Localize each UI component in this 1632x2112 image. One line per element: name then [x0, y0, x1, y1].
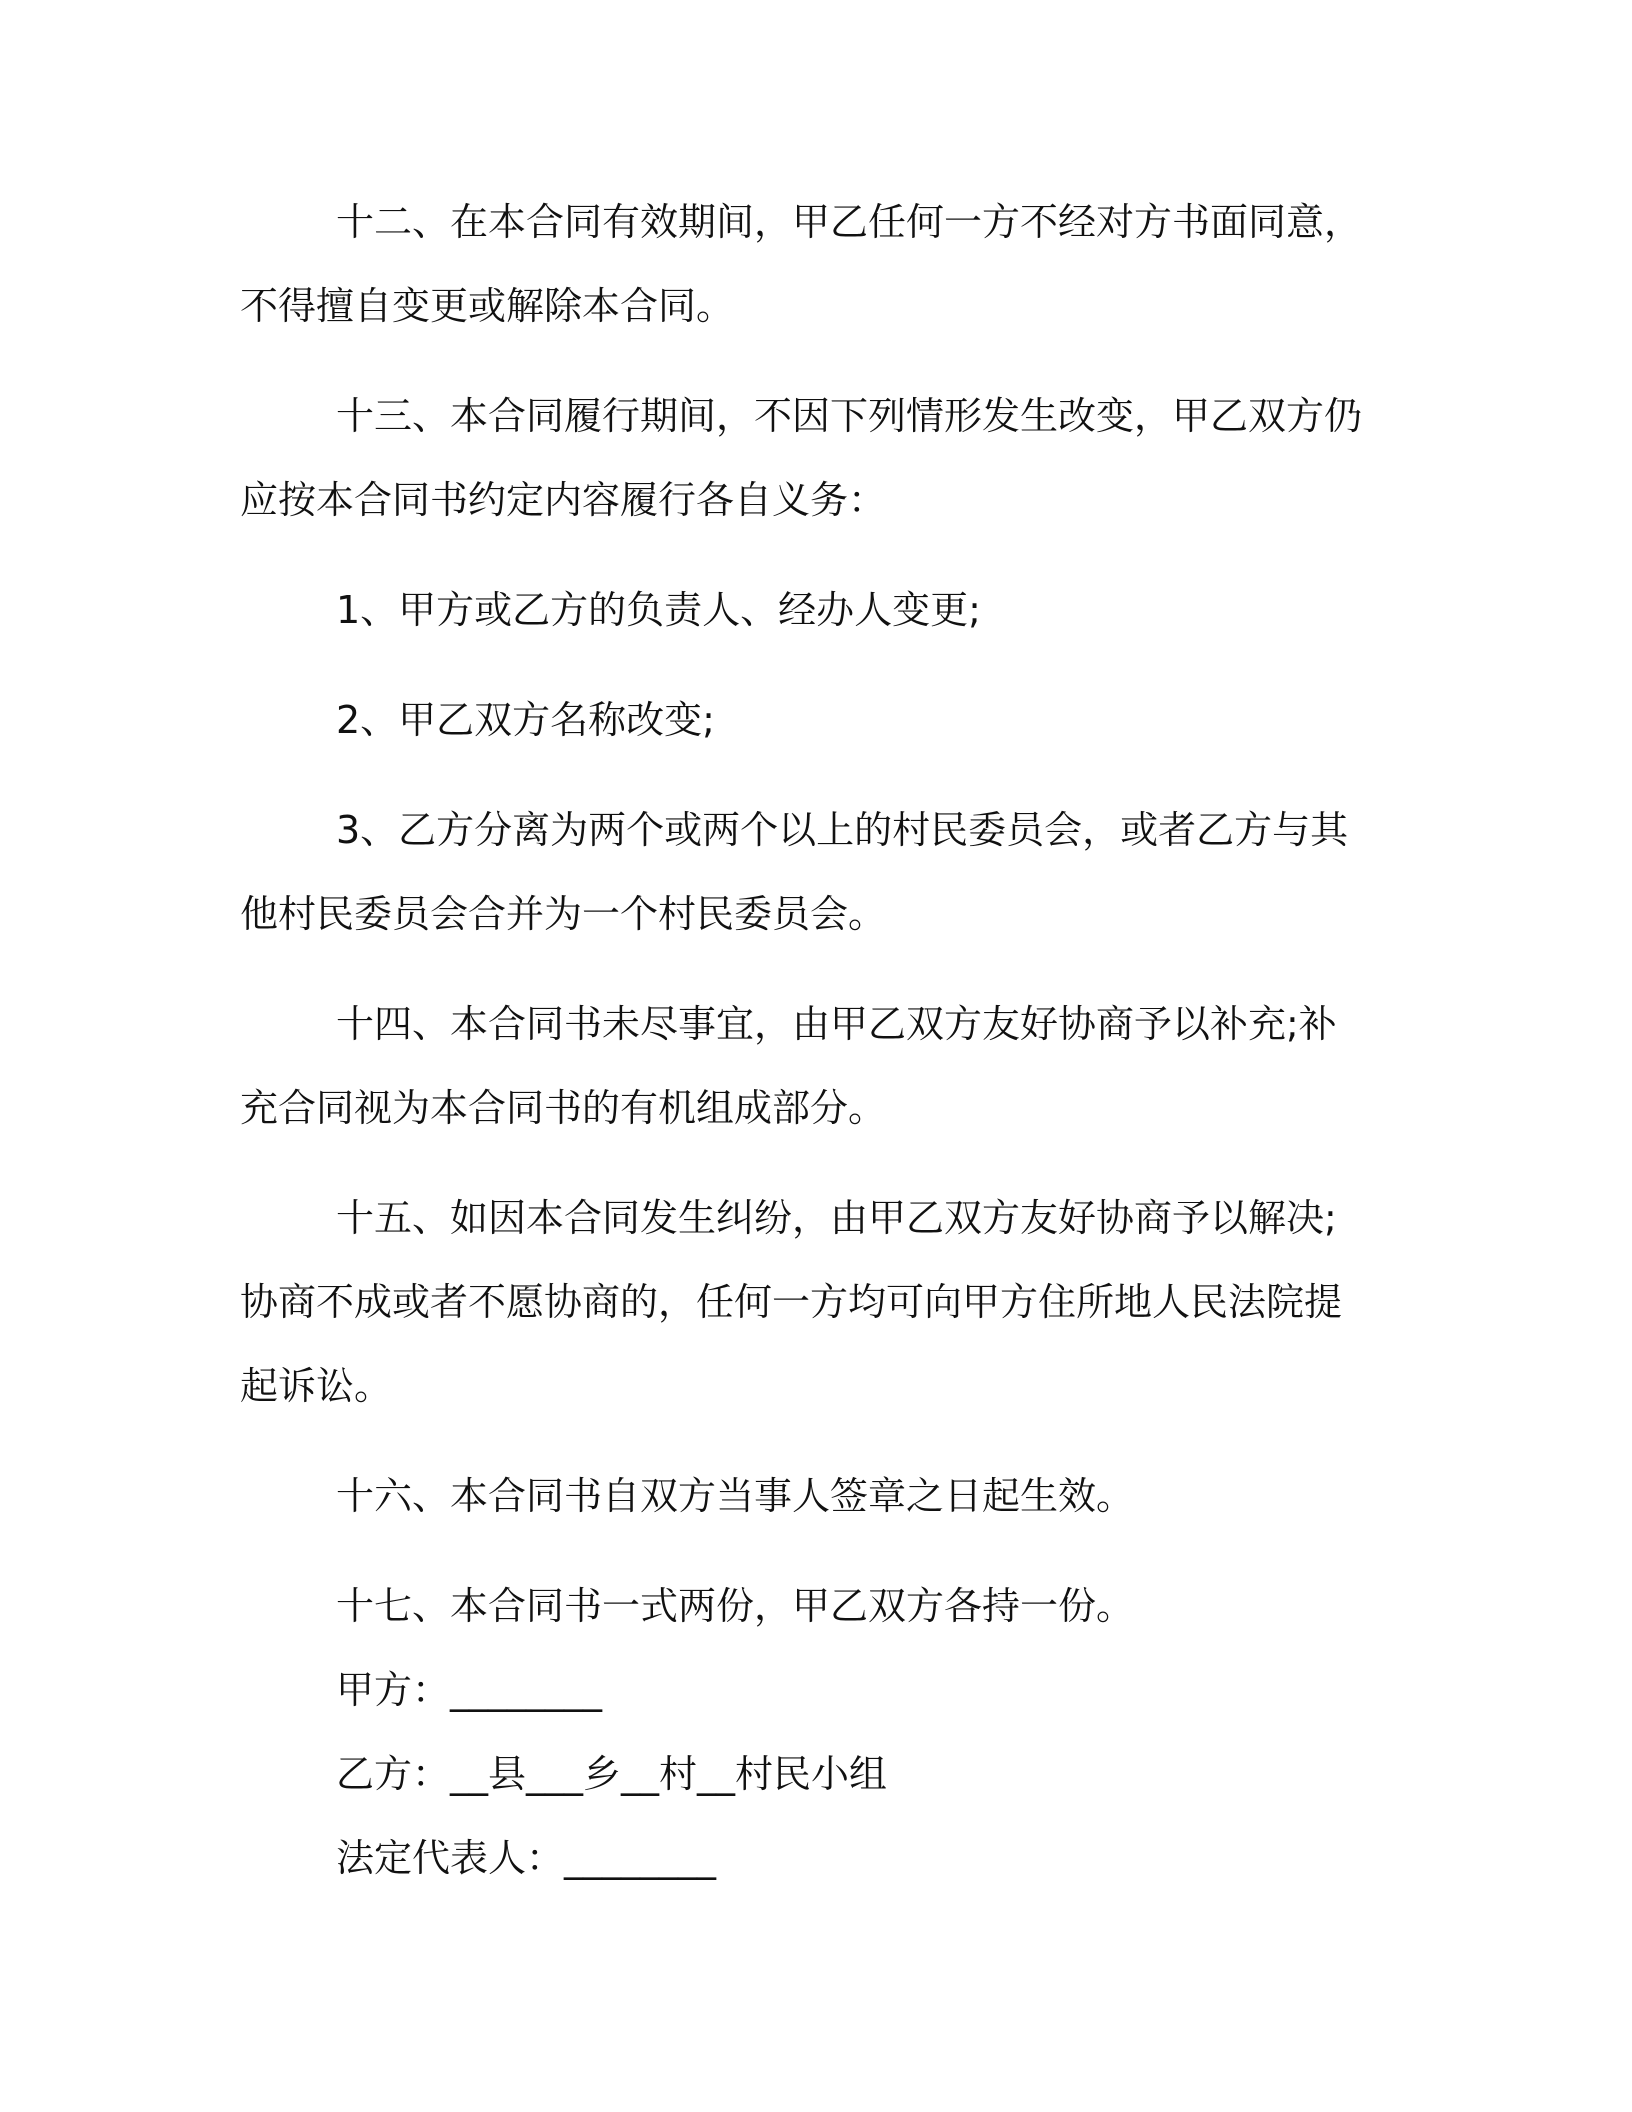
clause-13-item-1: 1、甲方或乙方的负责人、经办人变更;	[336, 588, 981, 632]
document-body	[240, 180, 1370, 1900]
signature-legal-rep: 法定代表人：________	[336, 1836, 717, 1880]
clause-16: 十六、本合同书自双方当事人签章之日起生效。	[336, 1474, 1135, 1518]
signature-party-b: 乙方：__县___乡__村__村民小组	[336, 1752, 888, 1796]
signature-party-a: 甲方：________	[336, 1668, 603, 1712]
clause-15: 十五、如因本合同发生纠纷，由甲乙双方友好协商予以解决;协商不成或者不愿协商的，任何一方均可向甲方住所地人民法院提起诉讼。	[240, 1196, 1343, 1408]
clause-13-item-3: 3、乙方分离为两个或两个以上的村民委员会，或者乙方与其他村民委员会合并为一个村民委员会。	[240, 808, 1349, 936]
clause-14: 十四、本合同书未尽事宜，由甲乙双方友好协商予以补充;补充合同视为本合同书的有机组成部分。	[240, 1002, 1337, 1130]
clause-17: 十七、本合同书一式两份，甲乙双方各持一份。	[336, 1584, 1135, 1628]
clause-12: 十二、在本合同有效期间，甲乙任何一方不经对方书面同意，不得擅自变更或解除本合同。	[240, 200, 1363, 328]
clause-13-item-2: 2、甲乙双方名称改变;	[336, 698, 715, 742]
clause-13: 十三、本合同履行期间，不因下列情形发生改变，甲乙双方仍应按本合同书约定内容履行各自义务：	[240, 394, 1363, 522]
